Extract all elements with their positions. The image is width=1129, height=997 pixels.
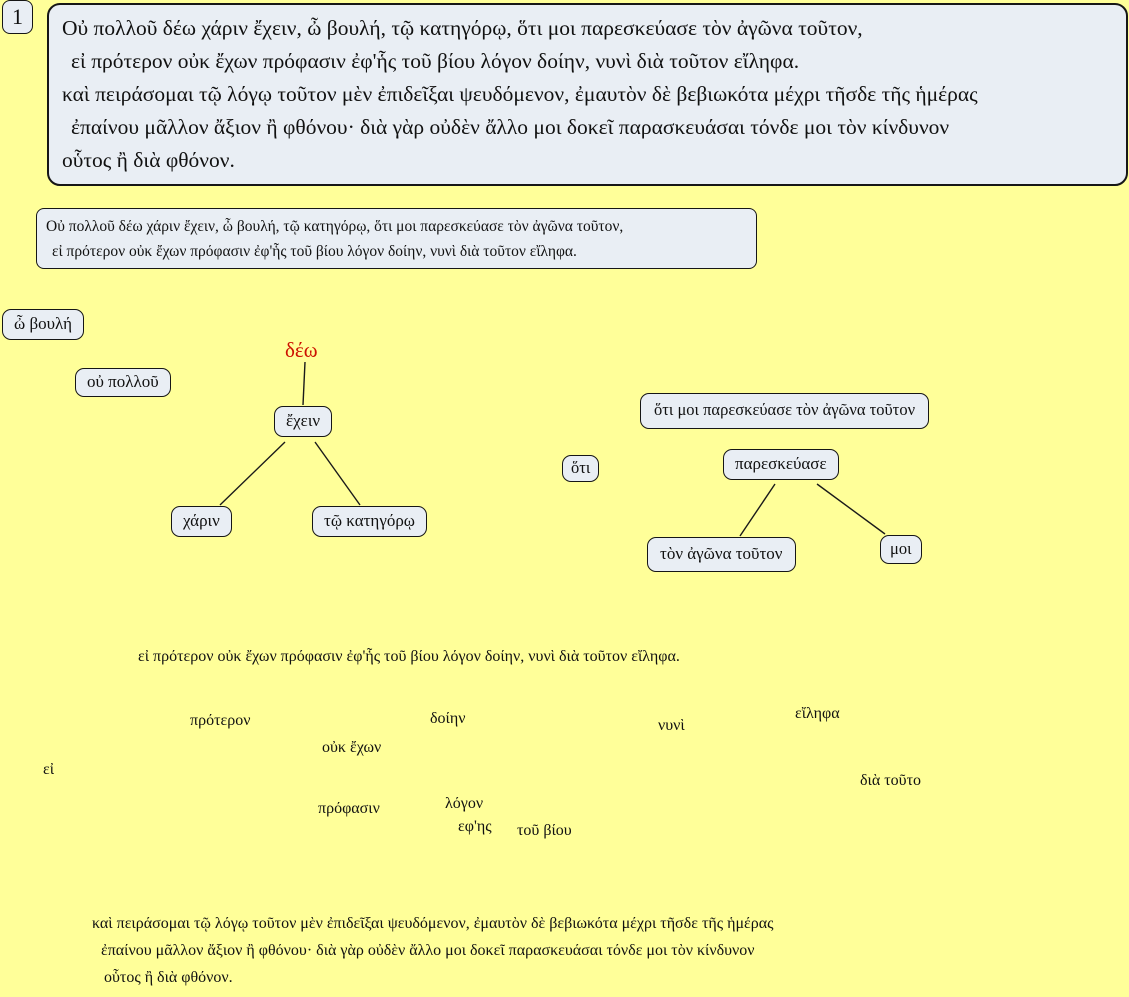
word-ei: εἰ [43, 761, 55, 778]
node-vocative-label: ὦ βουλή [14, 314, 72, 333]
source-text-box [47, 3, 1128, 186]
excerpt-line-1: Οὐ πολλοῦ δέω χάριν ἔχειν, ὦ βουλή, τῷ κατηγόρῳ, ὅτι μοι παρεσκεύασε τὸν ἀγῶνα τοῦτον, [46, 218, 624, 235]
word-eilepha: εἴληφα [795, 705, 840, 722]
node-genitive-adverbial-label: οὐ πολλοῦ [87, 372, 159, 391]
node-object-agona-label: τὸν ἀγῶνα τοῦτον [660, 544, 783, 563]
word-proteron: πρότερον [190, 712, 251, 729]
section-number: 1 [12, 4, 23, 29]
node-indirect-object-label: τῷ κατηγόρῳ [324, 511, 416, 530]
conditional-sentence-text: εἰ πρότερον οὐκ ἔχων πρόφασιν ἐφ'ἧς τοῦ βίου λόγον δοίην, νυνὶ διὰ τοῦτον εἴληφα. [138, 648, 680, 665]
node-object-agona [647, 537, 796, 572]
word-ouk-echon: οὐκ ἔχων [322, 739, 382, 756]
source-text-line-2: εἰ πρότερον οὐκ ἔχων πρόφασιν ἐφ'ἧς τοῦ βίου λόγον δοίην, νυνὶ διὰ τοῦτον εἴληφα. [71, 49, 800, 73]
closing-line-2: ἐπαίνου μᾶλλον ἄξιον ἢ φθόνου· διὰ γὰρ οὐδὲν ἄλλο μοι δοκεῖ παρασκευάσαι τόνδε μοι τὸν κίνδυνον [101, 942, 755, 959]
closing-line-1: καὶ πειράσομαι τῷ λόγῳ τοῦτον μὲν ἐπιδεῖξαι ψευδόμενον, ἐμαυτὸν δὲ βεβιωκότα μέχρι τῆσδε τῆς ἡμέρας [92, 915, 774, 932]
closing-text-block [92, 910, 773, 991]
excerpt-line-2: εἰ πρότερον οὐκ ἔχων πρόφασιν ἐφ'ἧς τοῦ βίου λόγον δοίην, νυνὶ διὰ τοῦτον εἴληφα. [52, 243, 577, 260]
node-dative-moi [880, 535, 922, 564]
word-eph-es: εφ'ης [458, 818, 492, 835]
node-root-verb [285, 338, 318, 363]
node-vocative [2, 309, 84, 340]
source-text-line-1: Οὐ πολλοῦ δέω χάριν ἔχειν, ὦ βουλή, τῷ κατηγόρῳ, ὅτι μοι παρεσκεύασε τὸν ἀγῶνα τοῦτον, [62, 16, 863, 40]
node-conjunction-hoti [562, 455, 599, 482]
node-object-label: χάριν [183, 511, 220, 530]
source-text-line-4: ἐπαίνου μᾶλλον ἄξιον ἢ φθόνου· διὰ γὰρ οὐδὲν ἄλλο μοι δοκεῖ παρασκευάσαι τόνδε μοι τὸν κίνδυνον [71, 115, 950, 139]
node-indirect-object [312, 506, 427, 537]
excerpt-text-box [36, 208, 757, 269]
source-text-line-3: καὶ πειράσομαι τῷ λόγῳ τοῦτον μὲν ἐπιδεῖξαι ψευδόμενον, ἐμαυτὸν δὲ βεβιωκότα μέχρι τῆσδε τῆς ἡμέρας [62, 82, 978, 106]
word-nyni: νυνὶ [658, 717, 685, 734]
node-hoti-clause [640, 393, 929, 429]
word-prophasin: πρόφασιν [318, 800, 380, 817]
node-hoti-clause-label: ὅτι μοι παρεσκεύασε τὸν ἀγῶνα τοῦτον [654, 400, 916, 419]
node-infinitive-label: ἔχειν [286, 411, 321, 430]
node-root-verb-label: δέω [285, 338, 318, 362]
word-doien: δοίην [430, 710, 466, 727]
word-logon: λόγον [445, 795, 484, 812]
closing-line-3: οὗτος ἢ διὰ φθόνον. [104, 969, 233, 986]
node-verb-pareskeuase-label: παρεσκεύασε [735, 454, 827, 473]
node-genitive-adverbial [75, 368, 171, 397]
word-tou-biou: τοῦ βίου [517, 822, 572, 839]
word-dia-touto: διὰ τοῦτο [860, 772, 922, 789]
node-object [171, 506, 232, 537]
section-number-badge [2, 0, 33, 34]
source-text-line-5: οὗτος ἢ διὰ φθόνον. [62, 148, 235, 172]
node-conjunction-hoti-label: ὅτι [571, 458, 591, 477]
node-infinitive [274, 406, 332, 437]
node-verb-pareskeuase [723, 449, 839, 480]
node-dative-moi-label: μοι [890, 539, 912, 558]
